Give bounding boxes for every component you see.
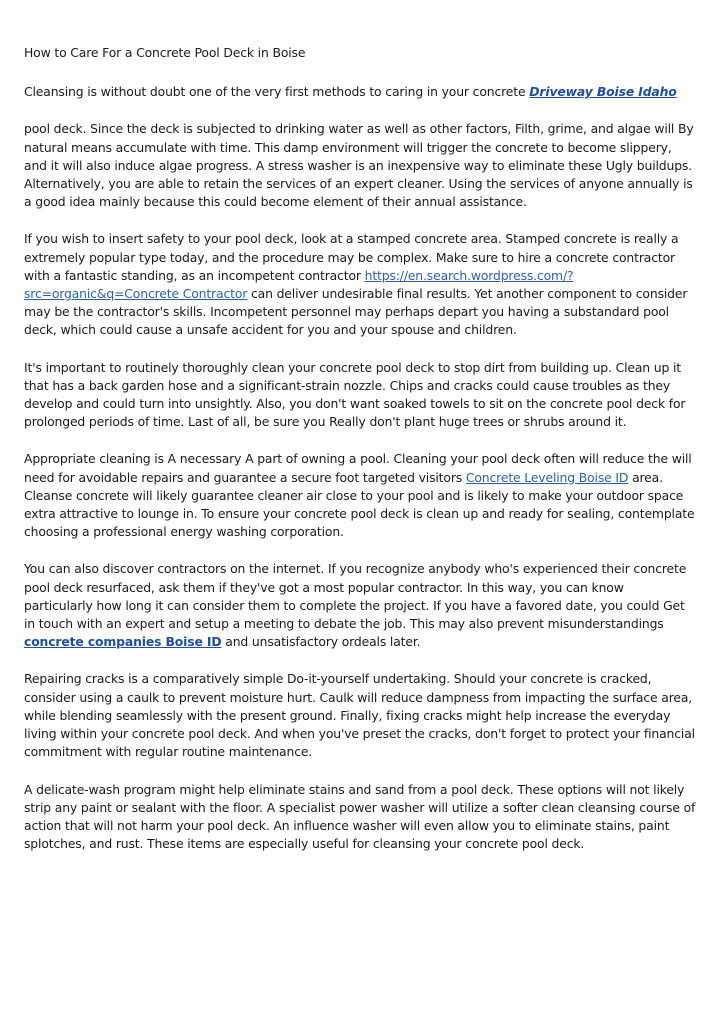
paragraph-1: pool deck. Since the deck is subjected to drinking water as well as other factors, Filth, grime, and algae will By natural means accumulate with time. This damp environment will trigger the concrete to become slippery, and it will also induce algae progress. A stress washer is an inexpensive way to eliminate these Ugly buildups. Alternatively, you are able to retain the services of an expert cleaner. Using the services of anyone annually is a good idea mainly because this could become element of their annual assistance. <box>24 121 694 210</box>
paragraph-4 <box>24 450 696 541</box>
driveway-boise-link[interactable]: Driveway Boise Idaho <box>529 84 677 100</box>
intro-paragraph <box>24 83 696 101</box>
paragraph-5 <box>24 560 696 651</box>
paragraph-6: Repairing cracks is a comparatively simple Do-it-yourself undertaking. Should your concrete is cracked, consider using a caulk to prevent moisture hurt. Caulk will reduce dampness from impacting the surface area, while blending seamlessly with the present ground. Finally, fixing cracks might help increase the everyday living within your concrete pool deck. And when you've preset the cracks, don't forget to protect your financial commitment with regular routine maintenance. <box>24 671 695 760</box>
intro-text: Cleansing is without doubt one of the very first methods to caring in your concrete <box>24 84 530 100</box>
paragraph-4-before: Appropriate cleaning is A necessary A part of owning a pool. Cleaning your pool deck often will reduce the will need for avoidable repairs and guarantee a secure foot targeted visitors <box>24 451 692 485</box>
document-title: How to Care For a Concrete Pool Deck in Boise <box>24 45 306 60</box>
paragraph-2 <box>24 230 696 339</box>
paragraph-5-before: You can also discover contractors on the internet. If you recognize anybody who's experienced their concrete pool deck resurfaced, ask them if they've got a most popular contractor. In this way, you can know particularly how long it can consider them to complete the project. If you have a favored date, you could Get in touch with an expert and setup a meeting to debate the job. This may also prevent misunderstandings <box>24 561 687 632</box>
paragraph-2-after: can deliver undesirable final results. Yet another component to consider may be the contractor's skills. Incompetent personnel may perhaps depart you having a substandard pool deck, which could cause a unsafe accident for you and your spouse and children. <box>24 286 688 338</box>
concrete-companies-link[interactable]: concrete companies Boise ID <box>24 634 222 650</box>
paragraph-7: A delicate-wash program might help eliminate stains and sand from a pool deck. These options will not likely strip any paint or sealant with the floor. A specialist power washer will utilize a softer clean cleansing course of action that will not harm your pool deck. An influence washer will even allow you to eliminate stains, paint splotches, and rust. These items are especially useful for cleansing your concrete pool deck. <box>24 781 696 852</box>
concrete-leveling-link[interactable]: Concrete Leveling Boise ID <box>465 469 629 485</box>
paragraph-2-before: If you wish to insert safety to your pool deck, look at a stamped concrete area. Stamped concrete is really a extremely popular type today, and the procedure may be complex. Make sure to hire a concrete contractor with a fantastic standing, as an incompetent contractor <box>24 231 679 283</box>
paragraph-4-after: area. Cleanse concrete will likely guarantee cleaner air close to your pool and is likely to make your outdoor space extra attractive to lounge in. To ensure your concrete pool deck is clean up and ready for sealing, contemplate choosing a professional energy washing corporation. <box>24 469 695 540</box>
paragraph-3: It's important to routinely thoroughly clean your concrete pool deck to stop dirt from building up. Clean up it that has a back garden hose and a significant-strain nozzle. Chips and cracks could cause troubles as they develop and could turn into unsightly. Also, you don't want soaked towels to sit on the concrete pool deck for prolonged periods of time. Last of all, be sure you Really don't plant huge trees or shrubs around it. <box>24 359 686 430</box>
paragraph-5-after: and unsatisfactory ordeals later. <box>221 634 421 650</box>
wordpress-search-link[interactable]: https://en.search.wordpress.com/?src=organic&q=Concrete Contractor <box>24 267 574 302</box>
document-body <box>24 44 696 872</box>
